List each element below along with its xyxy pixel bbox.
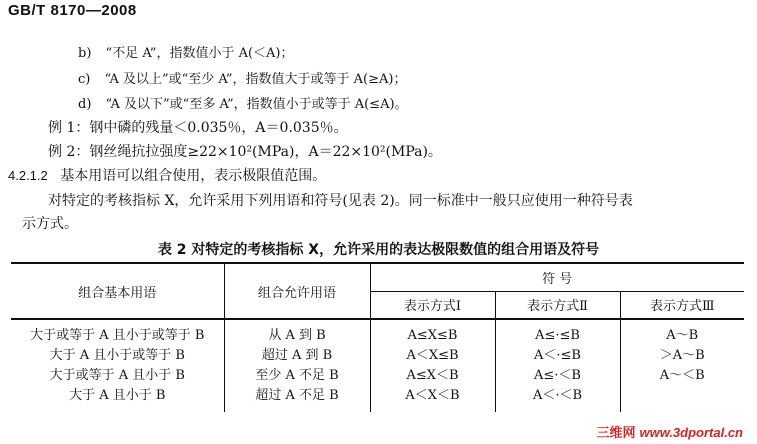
cell-mode-3: ＞A～B (659, 348, 705, 363)
list-label: c) (78, 72, 91, 87)
cell-allowed: 至少 A 不足 B (224, 366, 370, 386)
table-row (11, 346, 744, 366)
table-row (11, 319, 744, 346)
table-caption: 表 2 对特定的考核指标 X，允许采用的表达极限数值的组合用语及符号 (157, 242, 600, 258)
list-label: b) (78, 46, 92, 61)
section-4-2-1-2 (8, 165, 326, 185)
header-mode-2: 表示方式Ⅱ (495, 291, 620, 319)
table-row (11, 386, 744, 412)
limit-terms-table (11, 262, 744, 412)
cell-mode-2: A＜·≤B (495, 346, 620, 366)
cell-basic: 大于 A 且小于或等于 B (11, 346, 224, 366)
cell-allowed: 超过 A 不足 B (224, 386, 370, 412)
body-line-1: 对特定的考核指标 X，允许采用下列用语和符号(见表 2)。同一标准中一般只应使用一种符号表 (48, 193, 633, 209)
cell-mode-1: A＜X≤B (370, 346, 495, 366)
header-allowed-terms: 组合允许用语 (224, 263, 370, 319)
cell-mode-1: A≤X≤B (370, 319, 495, 346)
body-line-2: 示方式。 (22, 216, 78, 232)
example-1: 例 1：钢中磷的残量＜0.035％，A＝0.035％。 (48, 120, 348, 136)
list-text: “A 及以上”或“至少 A”，指数值大于或等于 A(≥A)； (104, 72, 407, 87)
section-text: 基本用语可以组合使用，表示极限值范围。 (60, 168, 327, 184)
header-symbol: 符 号 (370, 263, 744, 291)
table-row (11, 366, 744, 386)
header-basic-terms: 组合基本用语 (11, 263, 224, 319)
watermark-url: www.3dportal.cn (639, 425, 743, 440)
cell-mode-2: A＜·＜B (495, 386, 620, 412)
list-item-d (78, 93, 408, 112)
cell-allowed: 从 A 到 B (224, 319, 370, 346)
cell-mode-3: A～B (666, 328, 699, 343)
list-item-c (78, 68, 406, 87)
cell-basic: 大于或等于 A 且小于或等于 B (11, 319, 224, 346)
list-label: d) (78, 97, 92, 112)
header-mode-1: 表示方式Ⅰ (370, 291, 495, 319)
cell-mode-3 (620, 386, 744, 412)
cell-basic: 大于或等于 A 且小于 B (11, 366, 224, 386)
list-item-b (78, 42, 294, 61)
cell-mode-3: A～＜B (659, 368, 705, 383)
document-header: GB/T 8170—2008 (8, 2, 137, 19)
cell-mode-2: A≤·≤B (495, 319, 620, 346)
example-2: 例 2：钢丝绳抗拉强度≥22×10²(MPa)，A＝22×10²(MPa)。 (48, 144, 442, 160)
list-text: “不足 A”，指数值小于 A(＜A)； (105, 46, 294, 61)
section-number: 4.2.1.2 (8, 168, 48, 183)
watermark-cn: 三维网 (596, 425, 636, 440)
watermark (596, 422, 743, 441)
header-mode-3: 表示方式Ⅲ (620, 291, 744, 319)
cell-mode-2: A≤·＜B (495, 366, 620, 386)
cell-basic: 大于 A 且小于 B (11, 386, 224, 412)
cell-allowed: 超过 A 到 B (224, 346, 370, 366)
cell-mode-1: A＜X＜B (370, 386, 495, 412)
cell-mode-1: A≤X＜B (370, 366, 495, 386)
list-text: “A 及以下”或“至多 A”，指数值小于或等于 A(≤A)。 (105, 97, 408, 112)
